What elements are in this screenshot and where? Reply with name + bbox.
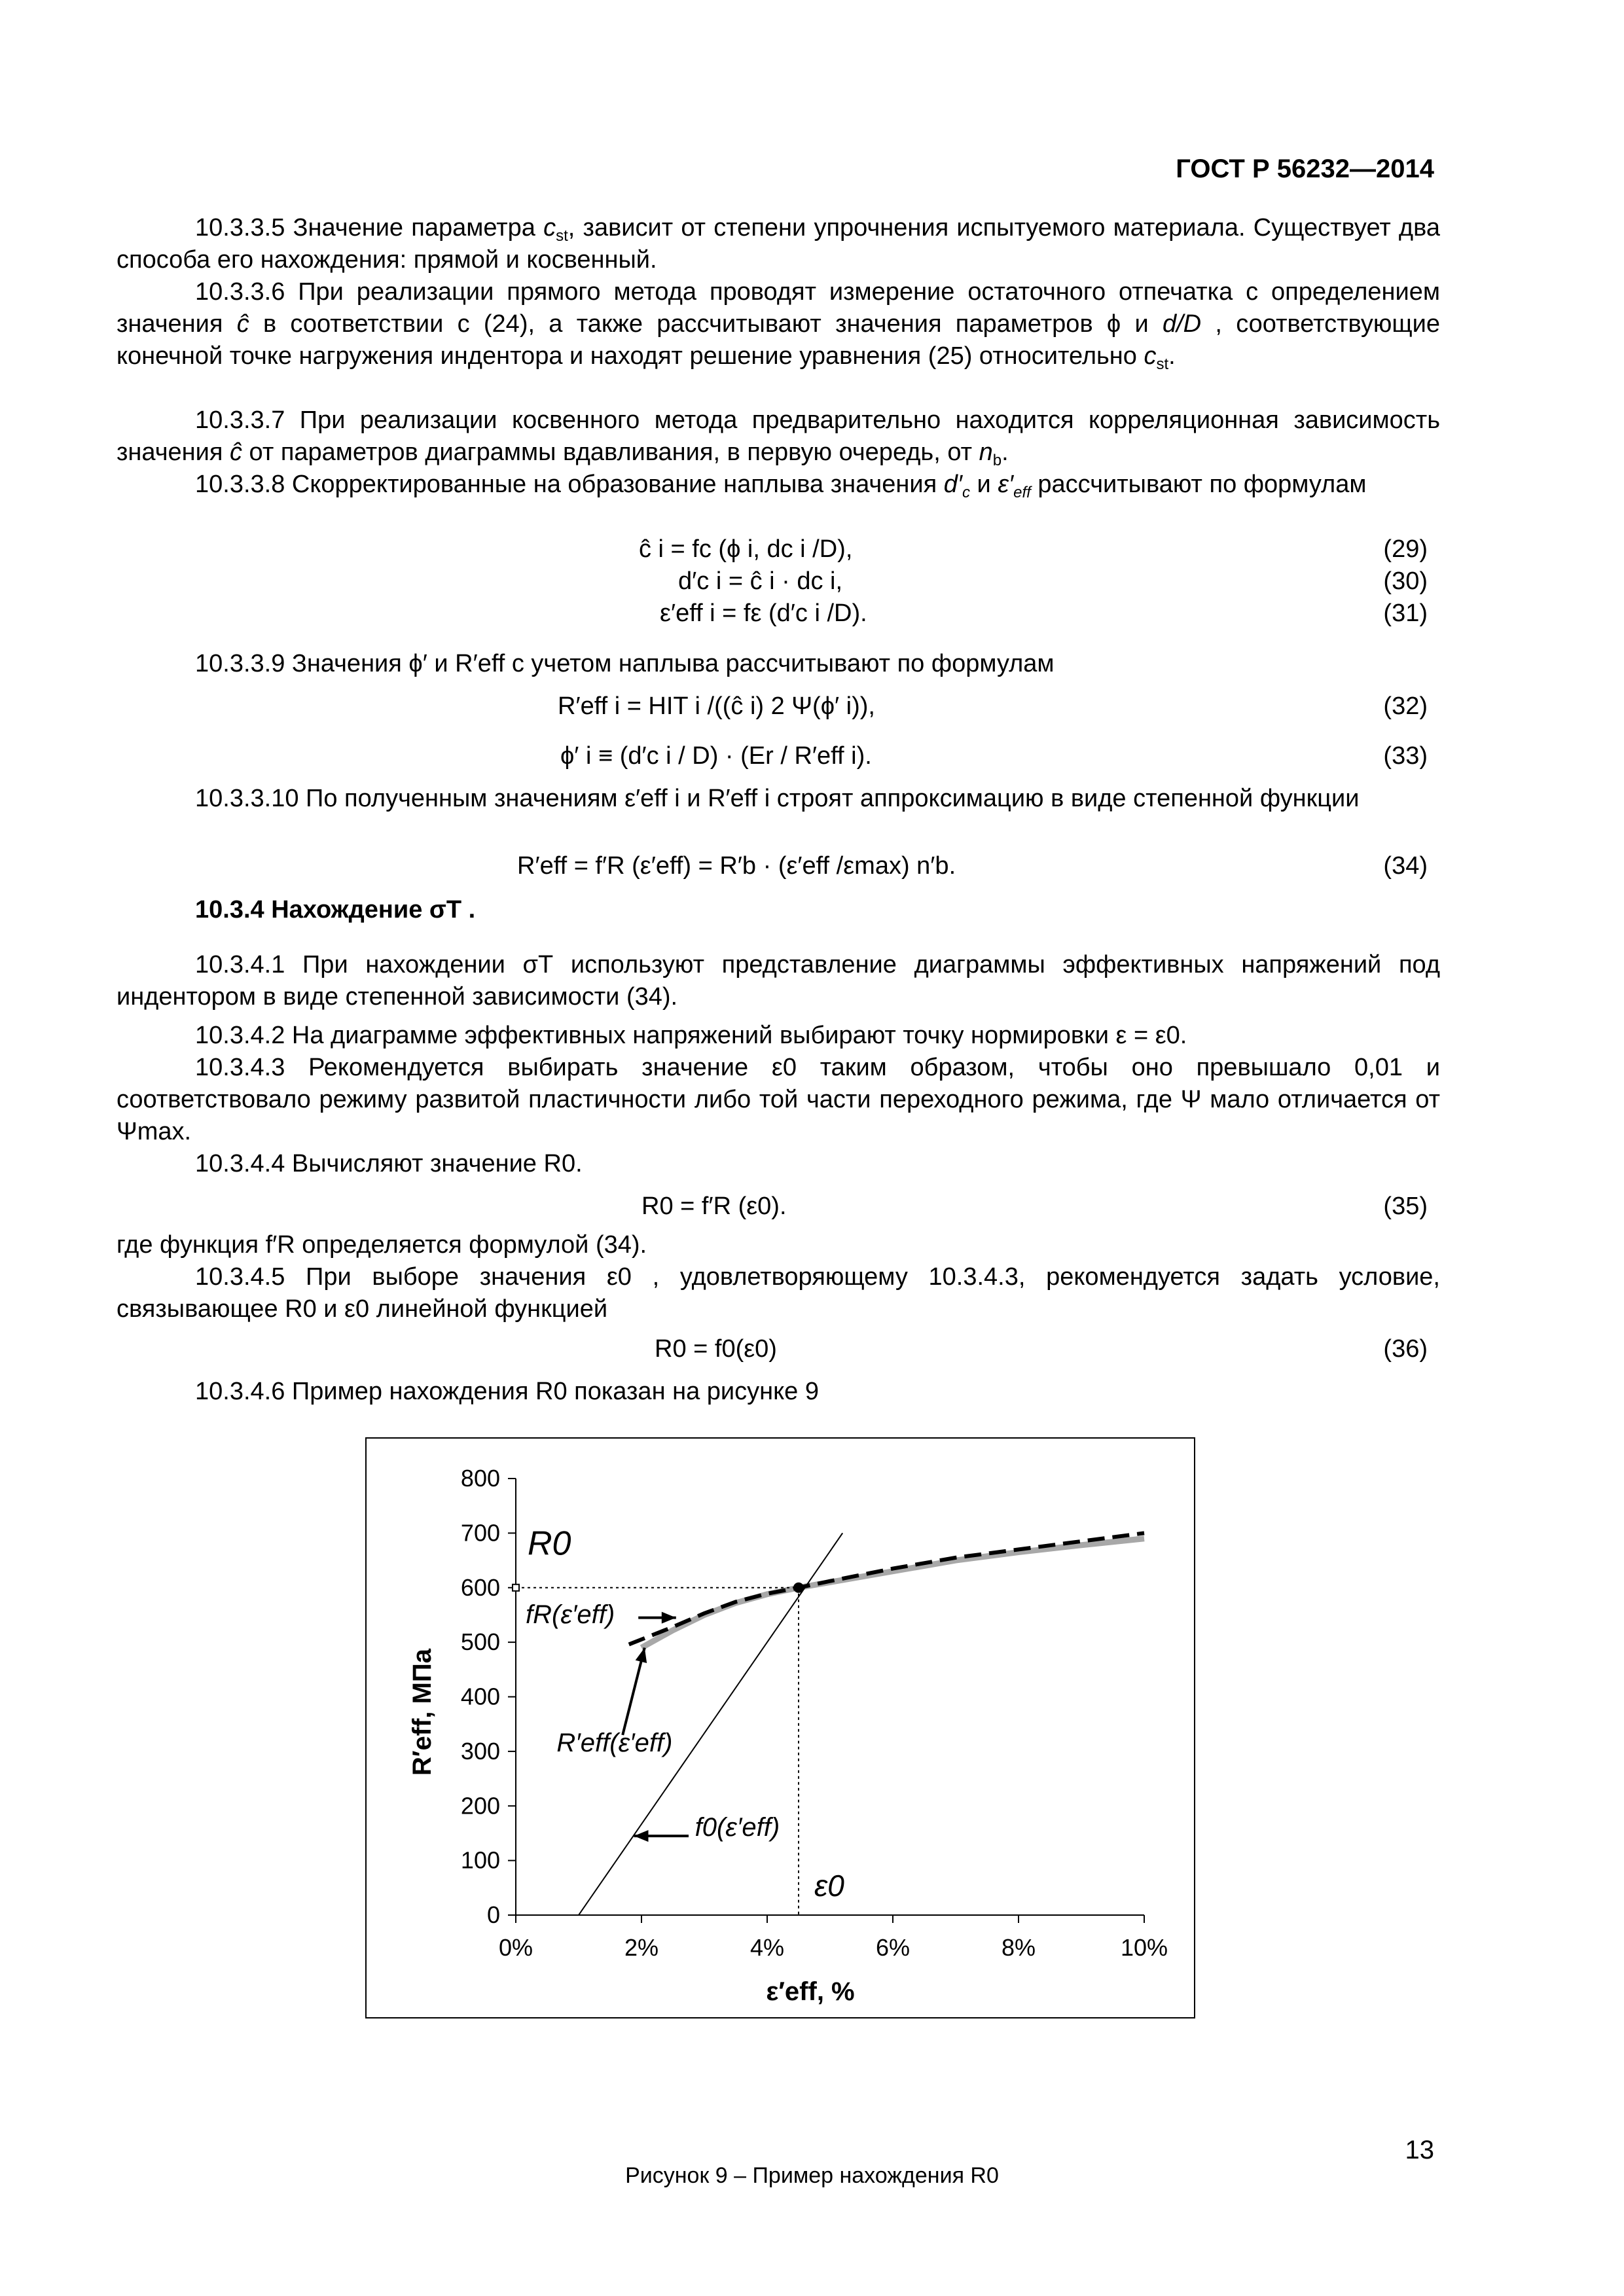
formula-31: ε′eff i = fε (d′c i /D). bbox=[660, 600, 867, 627]
formula-33-number: (33) bbox=[1383, 742, 1428, 770]
y-tick-label: 400 bbox=[460, 1683, 500, 1710]
y-tick-label: 600 bbox=[460, 1573, 500, 1601]
x-tick-label: 2% bbox=[624, 1934, 659, 1961]
y-tick-label: 800 bbox=[460, 1465, 500, 1492]
e0-label: ε0 bbox=[814, 1868, 844, 1903]
y-tick-label: 0 bbox=[486, 1901, 500, 1928]
paragraph-10-3-3-8: 10.3.3.8 Скорректированные на образование наплыва значения $d'_c$ и $\varepsilon'_{eff}$ рассчитывают по формулам bbox=[195, 471, 1367, 501]
paragraph-10-3-3-6: 10.3.3.6 При реализации прямого метода проводят измерение остаточного отпечатка с определением значения ĉ в соответствии с (24), а также рассчитывают значения параметров ϕ и d/D , соответствующие конечной точке нагружения индентора и находят решение уравнения (25) относительно $c_{st}$. bbox=[117, 278, 1440, 373]
formula-30: d′c i = ĉ i · dc i, bbox=[678, 567, 843, 595]
figure-caption: Рисунок 9 – Пример нахождения R0 bbox=[625, 2163, 999, 2188]
formula-29: ĉ i = fc (ϕ i, dc i /D), bbox=[639, 535, 853, 563]
Reff-label: R′eff(ε′eff) bbox=[556, 1728, 673, 1757]
x-tick-label: 4% bbox=[749, 1934, 785, 1961]
paragraph-10-3-4-5: 10.3.4.5 При выборе значения ε0 , удовлетворяющему 10.3.4.3, рекомендуется задать условие, связывающее R0 и ε0 линейной функцией bbox=[117, 1263, 1440, 1323]
formula-36: R0 = f0(ε0) bbox=[655, 1335, 777, 1363]
section-heading-10-3-4: 10.3.4 Нахождение σТ . bbox=[195, 896, 476, 924]
r0-label: R0 bbox=[528, 1524, 571, 1563]
paragraph-10-3-3-7: 10.3.3.7 При реализации косвенного метода предварительно находится корреляционная зависимость значения ĉ от параметров диаграммы вдавливания, в первую очередь, от $n_b$. bbox=[117, 406, 1440, 469]
formula-36-number: (36) bbox=[1383, 1335, 1428, 1363]
formula-33: ϕ′ i ≡ (d′c i / D) · (Er / R′eff i). bbox=[560, 742, 872, 770]
y-tick-label: 200 bbox=[460, 1792, 500, 1820]
paragraph-10-3-4-3: 10.3.4.3 Рекомендуется выбирать значение ε0 таким образом, чтобы оно превышало 0,01 и соответствовало режиму развитой пластичности либо той части переходного режима, где Ψ мало отличается от Ψmax. bbox=[117, 1054, 1440, 1145]
formula-30-number: (30) bbox=[1383, 567, 1428, 595]
paragraph-10-3-3-10: 10.3.3.10 По полученным значениям ε′eff i и R′eff i строят аппроксимацию в виде степенной функции bbox=[195, 785, 1360, 812]
formula-35: R0 = f′R (ε0). bbox=[641, 1193, 787, 1220]
figure-9-chart bbox=[365, 1437, 1195, 2018]
formula-29-number: (29) bbox=[1383, 535, 1428, 563]
y-tick-label: 500 bbox=[460, 1628, 500, 1656]
x-tick-label: 10% bbox=[1120, 1934, 1168, 1961]
paragraph-10-3-3-5: 10.3.3.5 Значение параметра $c_{st}$, зависит от степени упрочнения испытуемого материала. Существует два способа его нахождения: прямой и косвенный. bbox=[117, 214, 1440, 274]
paragraph-10-3-4-6: 10.3.4.6 Пример нахождения R0 показан на рисунке 9 bbox=[195, 1378, 820, 1405]
paragraph-10-3-4-2: 10.3.4.2 На диаграмме эффективных напряжений выбирают точку нормировки ε = ε0. bbox=[195, 1022, 1187, 1049]
formula-31-number: (31) bbox=[1383, 600, 1428, 627]
y-tick-label: 700 bbox=[460, 1519, 500, 1547]
formula-35-number: (35) bbox=[1383, 1193, 1428, 1220]
x-tick-label: 0% bbox=[498, 1934, 533, 1961]
paragraph-10-3-4-1: 10.3.4.1 При нахождении σТ используют представление диаграммы эффективных напряжений под индентором в виде степенной зависимости (34). bbox=[117, 951, 1440, 1011]
x-tick-label: 6% bbox=[875, 1934, 911, 1961]
r0-point bbox=[793, 1583, 804, 1593]
paragraph-where: где функция f′R определяется формулой (34). bbox=[117, 1231, 647, 1259]
formula-34-number: (34) bbox=[1383, 852, 1428, 880]
paragraph-10-3-4-4: 10.3.4.4 Вычисляют значение R0. bbox=[195, 1150, 583, 1177]
document-header: ГОСТ Р 56232—2014 bbox=[1176, 154, 1434, 183]
page-number: 13 bbox=[1405, 2136, 1434, 2164]
formula-32-number: (32) bbox=[1383, 692, 1428, 720]
formula-32: R′eff i = HIT i /((ĉ i) 2 Ψ(ϕ′ i)), bbox=[558, 692, 875, 720]
y-tick-label: 100 bbox=[460, 1846, 500, 1874]
fR-label: fR(ε′eff) bbox=[526, 1600, 615, 1629]
formula-34: R′eff = f′R (ε′eff) = R′b · (ε′eff /εmax) n′b. bbox=[517, 852, 956, 880]
f0-label: f0(ε′eff) bbox=[695, 1813, 780, 1842]
r0-axis-marker bbox=[513, 1585, 519, 1591]
x-axis-label: ε′eff, % bbox=[766, 1977, 855, 2006]
y-axis-label: R′eff, МПа bbox=[408, 1649, 437, 1776]
paragraph-10-3-3-9: 10.3.3.9 Значения ϕ′ и R′eff с учетом наплыва рассчитывают по формулам bbox=[195, 650, 1055, 677]
x-tick-label: 8% bbox=[1001, 1934, 1036, 1961]
y-tick-label: 300 bbox=[460, 1737, 500, 1765]
